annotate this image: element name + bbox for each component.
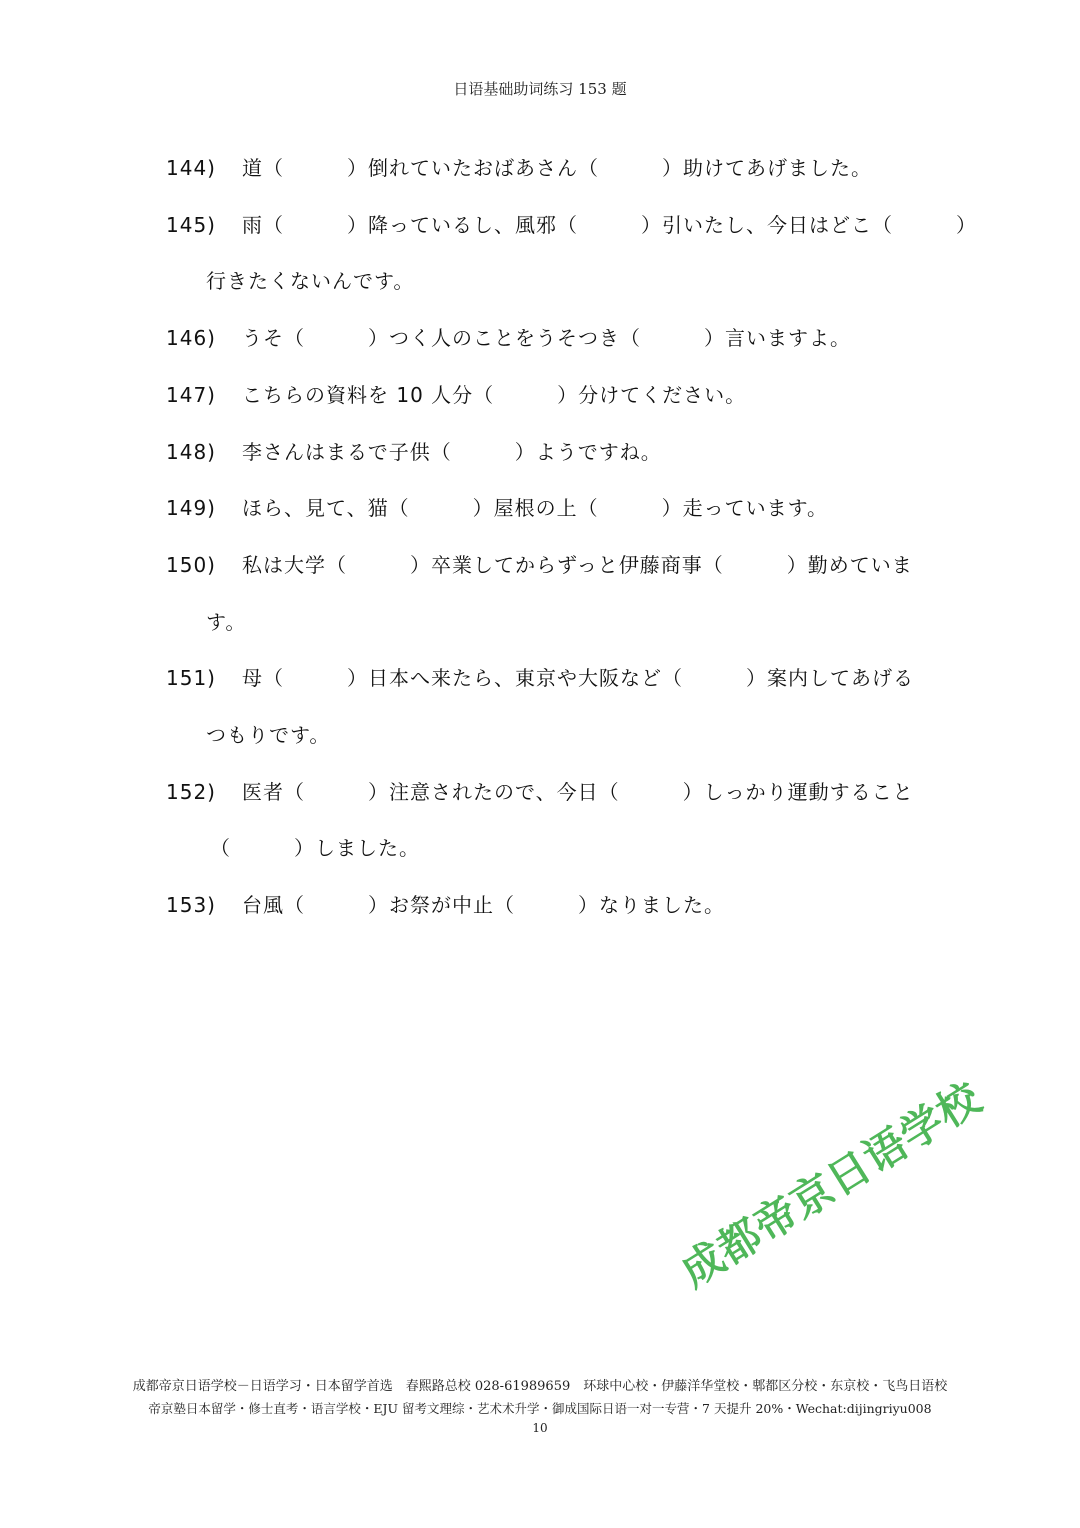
- question-number: 146): [166, 326, 216, 351]
- question-continuation: （ ）しました。: [210, 836, 420, 861]
- question-text: 台風（ ）お祭が中止（ ）なりました。: [242, 893, 725, 918]
- question-continuation: す。: [206, 609, 247, 634]
- question-number: 147): [166, 382, 216, 407]
- page-number: 10: [532, 1421, 548, 1435]
- question-number: 152): [166, 779, 216, 804]
- question-continuation: 行きたくないんです。: [206, 269, 415, 294]
- question-text: 李さんはまるで子供（ ）ようですね。: [242, 439, 662, 464]
- school-watermark: 成都帝京日语学校: [672, 1072, 990, 1297]
- question-147: [166, 367, 956, 424]
- question-145: [166, 197, 977, 310]
- question-number: 144): [166, 156, 216, 180]
- question-150: [166, 537, 956, 650]
- question-number: 149): [166, 496, 216, 521]
- question-text: 雨（ ）降っているし、風邪（ ）引いたし、今日はどこ（ ）: [242, 212, 977, 237]
- question-list: [166, 140, 977, 934]
- question-152: [166, 764, 956, 877]
- question-text: 医者（ ）注意されたので、今日（ ）しっかり運動すること: [242, 779, 914, 804]
- question-151: [166, 650, 956, 763]
- question-text: 道（ ）倒れていたおばあさん（ ）助けてあげました。: [242, 156, 872, 180]
- question-number: 145): [166, 212, 216, 237]
- page-header-title: 日语基础助词练习 153 题: [453, 80, 627, 98]
- question-number: 150): [166, 552, 216, 577]
- question-144: [166, 140, 956, 197]
- question-149: [166, 480, 956, 537]
- question-text: 母（ ）日本へ来たら、東京や大阪など（ ）案内してあげる: [242, 666, 914, 691]
- question-148: [166, 424, 956, 481]
- question-146: [166, 310, 956, 367]
- question-text: ほら、見て、猫（ ）屋根の上（ ）走っています。: [242, 496, 828, 521]
- question-number: 153): [166, 893, 216, 918]
- question-number: 148): [166, 439, 216, 464]
- footer-services-info: 帝京塾日本留学・修士直考・语言学校・EJU 留考文理综・艺术术升学・御成国际日语一对一专营・7 天提升 20%・Wechat:dijingriyu008: [148, 1401, 932, 1416]
- question-continuation: つもりです。: [206, 723, 331, 748]
- footer-school-info: 成都帝京日语学校－日语学习・日本留学首选 春熙路总校 028-61989659 环球中心校・伊藤洋华堂校・郫都区分校・东京校・飞鸟日语校: [132, 1379, 948, 1394]
- question-text: うそ（ ）つく人のことをうそつき（ ）言いますよ。: [242, 326, 851, 351]
- question-153: [166, 877, 956, 934]
- question-number: 151): [166, 666, 216, 691]
- question-text: 私は大学（ ）卒業してからずっと伊藤商事（ ）勤めていま: [242, 552, 913, 577]
- question-text: こちらの資料を 10 人分（ ）分けてください。: [242, 382, 747, 407]
